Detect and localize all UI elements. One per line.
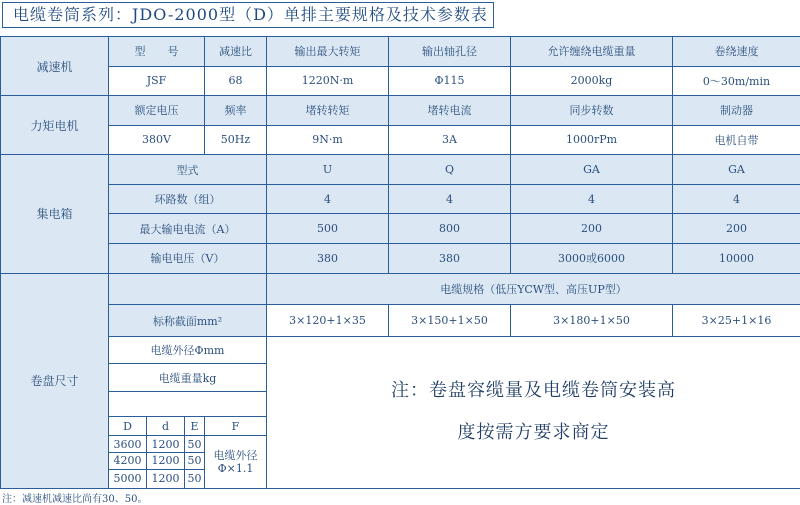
motor-value: 50Hz	[205, 125, 267, 155]
reducer-header: 允许缠绕电缆重量	[511, 37, 673, 67]
collector-value: 4	[511, 184, 673, 214]
dim-value: 4200	[109, 452, 147, 469]
collector-value: 3000或6000	[511, 243, 673, 273]
reducer-value: Φ115	[389, 66, 511, 96]
collector-type: GA	[673, 155, 800, 185]
blank-cell	[109, 391, 267, 416]
collector-type: U	[267, 155, 389, 185]
motor-value: 9N·m	[267, 125, 389, 155]
cross-section-value: 3×120+1×35	[267, 305, 389, 337]
cable-spec-header: 电缆规格（低压YCW型、高压UP型）	[267, 273, 800, 305]
dim-value: 50	[185, 452, 205, 469]
reducer-header: 输出最大转矩	[267, 37, 389, 67]
reducer-value: JSF	[109, 66, 205, 96]
reducer-value: 2000kg	[511, 66, 673, 96]
motor-value: 380V	[109, 125, 205, 155]
motor-value: 3A	[389, 125, 511, 155]
dim-value: 1200	[147, 436, 185, 453]
motor-header: 额定电压	[109, 96, 205, 126]
outer-diameter-label: 电缆外径Φmm	[109, 336, 267, 363]
weight-label: 电缆重量kg	[109, 364, 267, 391]
collector-value: 200	[673, 214, 800, 244]
dim-value: 1200	[147, 469, 185, 488]
collector-type-label: 型式	[109, 155, 267, 185]
motor-header: 制动器	[673, 96, 800, 126]
dim-value: 3600	[109, 436, 147, 453]
motor-header: 堵转电流	[389, 96, 511, 126]
dim-header-small-d: d	[147, 417, 185, 436]
collector-label: 集电箱	[1, 155, 109, 273]
collector-type: Q	[389, 155, 511, 185]
reducer-value: 0～30m/min	[673, 66, 800, 96]
collector-value: 10000	[673, 243, 800, 273]
dim-value: 50	[185, 436, 205, 453]
collector-row-label: 最大输电电流（A）	[109, 214, 267, 244]
reducer-header: 减速比	[205, 37, 267, 67]
collector-value: 4	[389, 184, 511, 214]
reducer-header: 输出轴孔径	[389, 37, 511, 67]
motor-value: 1000rPm	[511, 125, 673, 155]
reducer-header: 卷绕速度	[673, 37, 800, 67]
collector-value: 800	[389, 214, 511, 244]
f-value: 电缆外径Φ×1.1	[205, 436, 267, 489]
cable-spec-blank	[109, 273, 267, 305]
motor-value: 电机自带	[673, 125, 800, 155]
collector-value: 4	[673, 184, 800, 214]
dim-value: 1200	[147, 452, 185, 469]
motor-header: 频率	[205, 96, 267, 126]
motor-header: 同步转数	[511, 96, 673, 126]
reducer-value: 68	[205, 66, 267, 96]
cross-section-label: 标称截面mm²	[109, 305, 267, 337]
reducer-label: 减速机	[1, 37, 109, 96]
drum-note-line2: 度按需方要求商定	[457, 422, 610, 444]
drum-note-line1: 注：卷盘容缆量及电缆卷筒安装高	[391, 380, 676, 402]
dim-header-f: F	[205, 417, 267, 436]
collector-value: 380	[389, 243, 511, 273]
cross-section-value: 3×25+1×16	[673, 305, 800, 337]
collector-type: GA	[511, 155, 673, 185]
cross-section-value: 3×180+1×50	[511, 305, 673, 337]
reducer-header: 型 号	[109, 37, 205, 67]
collector-row-label: 输电电压（V）	[109, 243, 267, 273]
collector-row-label: 环路数（组）	[109, 184, 267, 214]
spec-table	[0, 36, 800, 489]
table-title: 电缆卷筒系列：JDO-2000型（D）单排主要规格及技术参数表	[2, 2, 494, 28]
footnote: 注：减速机减速比尚有30、50。	[2, 494, 148, 505]
dim-value: 5000	[109, 469, 147, 488]
motor-label: 力矩电机	[1, 96, 109, 155]
collector-value: 380	[267, 243, 389, 273]
cross-section-value: 3×150+1×50	[389, 305, 511, 337]
dim-value: 50	[185, 469, 205, 488]
drum-note	[267, 336, 800, 488]
dim-header-d: D	[109, 417, 147, 436]
collector-value: 200	[511, 214, 673, 244]
motor-header: 堵转转矩	[267, 96, 389, 126]
drum-label: 卷盘尺寸	[1, 273, 109, 489]
reducer-value: 1220N·m	[267, 66, 389, 96]
collector-value: 4	[267, 184, 389, 214]
dim-header-e: E	[185, 417, 205, 436]
collector-value: 500	[267, 214, 389, 244]
